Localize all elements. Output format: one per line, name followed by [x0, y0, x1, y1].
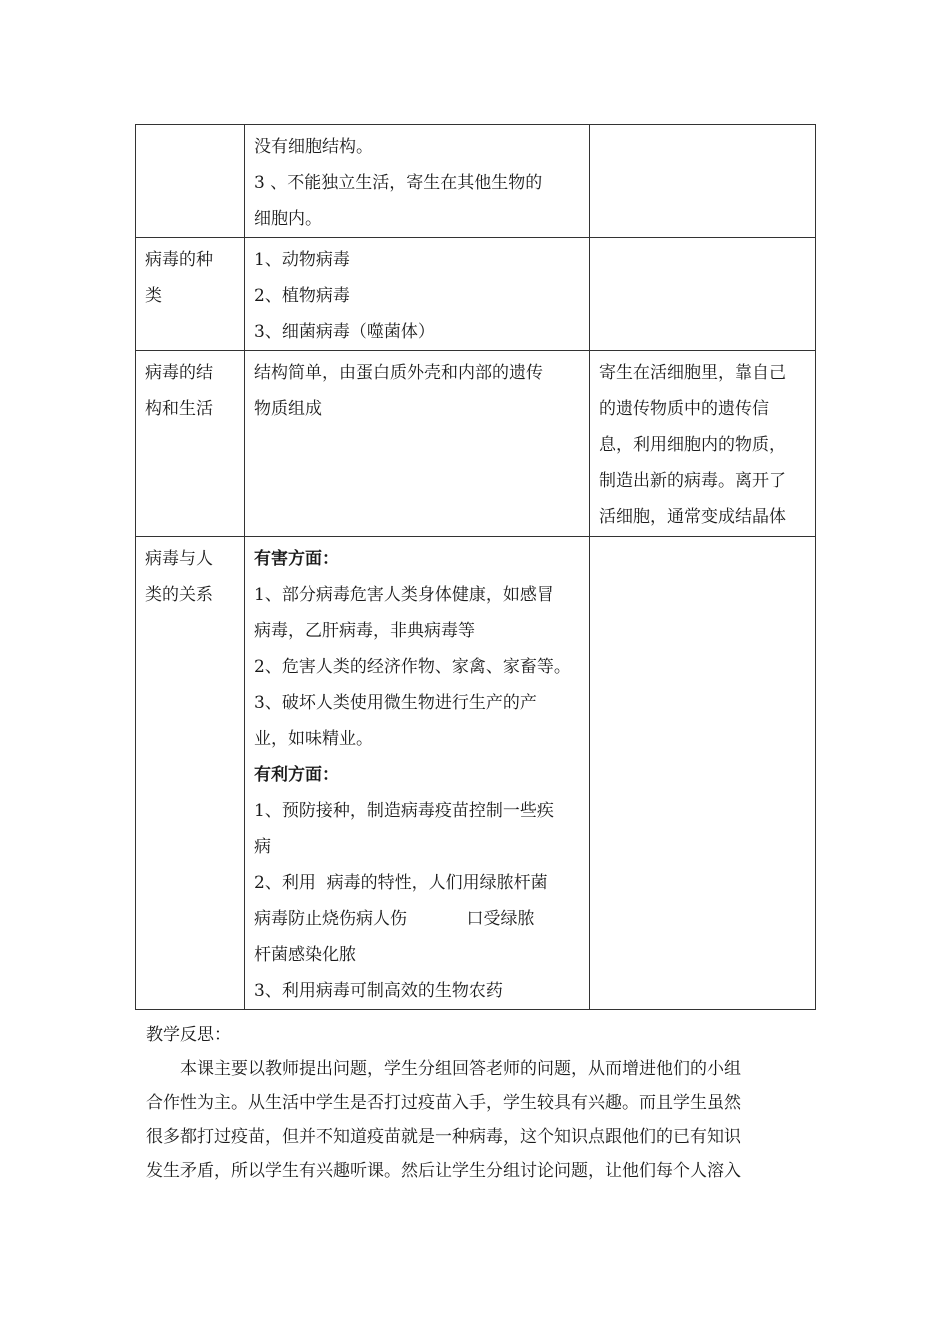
reflection-line: 发生矛盾，所以学生有兴趣听课。然后让学生分组讨论问题，让他们每个人溶入	[146, 1161, 741, 1181]
notes-cell	[590, 238, 816, 351]
content-line: 2、危害人类的经济作物、家禽、家畜等。	[254, 657, 571, 677]
lesson-table	[135, 124, 816, 1010]
topic-line: 病毒的结	[145, 363, 213, 383]
table-row	[136, 537, 816, 1010]
topic-cell	[136, 125, 245, 238]
content-line: 病毒，乙肝病毒，非典病毒等	[254, 621, 475, 641]
topic-line: 类	[145, 286, 162, 306]
topic-cell	[136, 238, 245, 351]
content-line: 物质组成	[254, 399, 322, 419]
content-cell	[245, 537, 590, 1010]
content-line: 2、利用 病毒的特性，人们用绿脓杆菌	[254, 873, 548, 893]
content-line: 1、动物病毒	[254, 250, 350, 270]
content-line: 3、破坏人类使用微生物进行生产的产	[254, 693, 537, 713]
table-row	[136, 238, 816, 351]
topic-line: 病毒与人	[145, 549, 213, 569]
content-line: 病	[254, 837, 271, 857]
content-line: 1、部分病毒危害人类身体健康，如感冒	[254, 585, 554, 605]
reflection-line: 很多都打过疫苗，但并不知道疫苗就是一种病毒，这个知识点跟他们的已有知识	[146, 1127, 741, 1147]
content-line: 结构简单，由蛋白质外壳和内部的遗传	[254, 363, 543, 383]
content-cell	[245, 351, 590, 537]
content-line: 细胞内。	[254, 209, 322, 229]
reflection-line: 本课主要以教师提出问题，学生分组回答老师的问题，从而增进他们的小组	[180, 1059, 741, 1079]
beneficial-heading: 有利方面：	[254, 765, 339, 785]
reflection-heading: 教学反思：	[146, 1025, 231, 1045]
topic-line: 构和生活	[145, 399, 213, 419]
notes-cell	[590, 537, 816, 1010]
table-row	[136, 351, 816, 537]
reflection-section	[146, 1018, 818, 1188]
topic-line: 类的关系	[145, 585, 213, 605]
content-line: 没有细胞结构。	[254, 137, 373, 157]
topic-cell	[136, 351, 245, 537]
content-cell	[245, 125, 590, 238]
reflection-line: 合作性为主。从生活中学生是否打过疫苗入手，学生较具有兴趣。而且学生虽然	[146, 1093, 741, 1113]
topic-line: 病毒的种	[145, 250, 213, 270]
content-line: 杆菌感染化脓	[254, 945, 356, 965]
content-line: 3、利用病毒可制高效的生物农药	[254, 981, 503, 1001]
content-line: 病毒防止烧伤病人伤 口受绿脓	[254, 909, 535, 929]
notes-line: 寄生在活细胞里，靠自己	[599, 363, 786, 383]
notes-cell	[590, 351, 816, 537]
content-line: 3 、不能独立生活，寄生在其他生物的	[254, 173, 543, 193]
harmful-heading: 有害方面：	[254, 549, 339, 569]
table-row	[136, 125, 816, 238]
notes-line: 的遗传物质中的遗传信	[599, 399, 769, 419]
notes-line: 活细胞，通常变成结晶体	[599, 507, 786, 527]
content-cell	[245, 238, 590, 351]
content-line: 2、植物病毒	[254, 286, 350, 306]
content-line: 3、细菌病毒（噬菌体）	[254, 322, 435, 342]
content-line: 1、预防接种，制造病毒疫苗控制一些疾	[254, 801, 554, 821]
notes-line: 息，利用细胞内的物质，	[599, 435, 786, 455]
notes-cell	[590, 125, 816, 238]
content-line: 业，如味精业。	[254, 729, 373, 749]
topic-cell	[136, 537, 245, 1010]
notes-line: 制造出新的病毒。离开了	[599, 471, 786, 491]
